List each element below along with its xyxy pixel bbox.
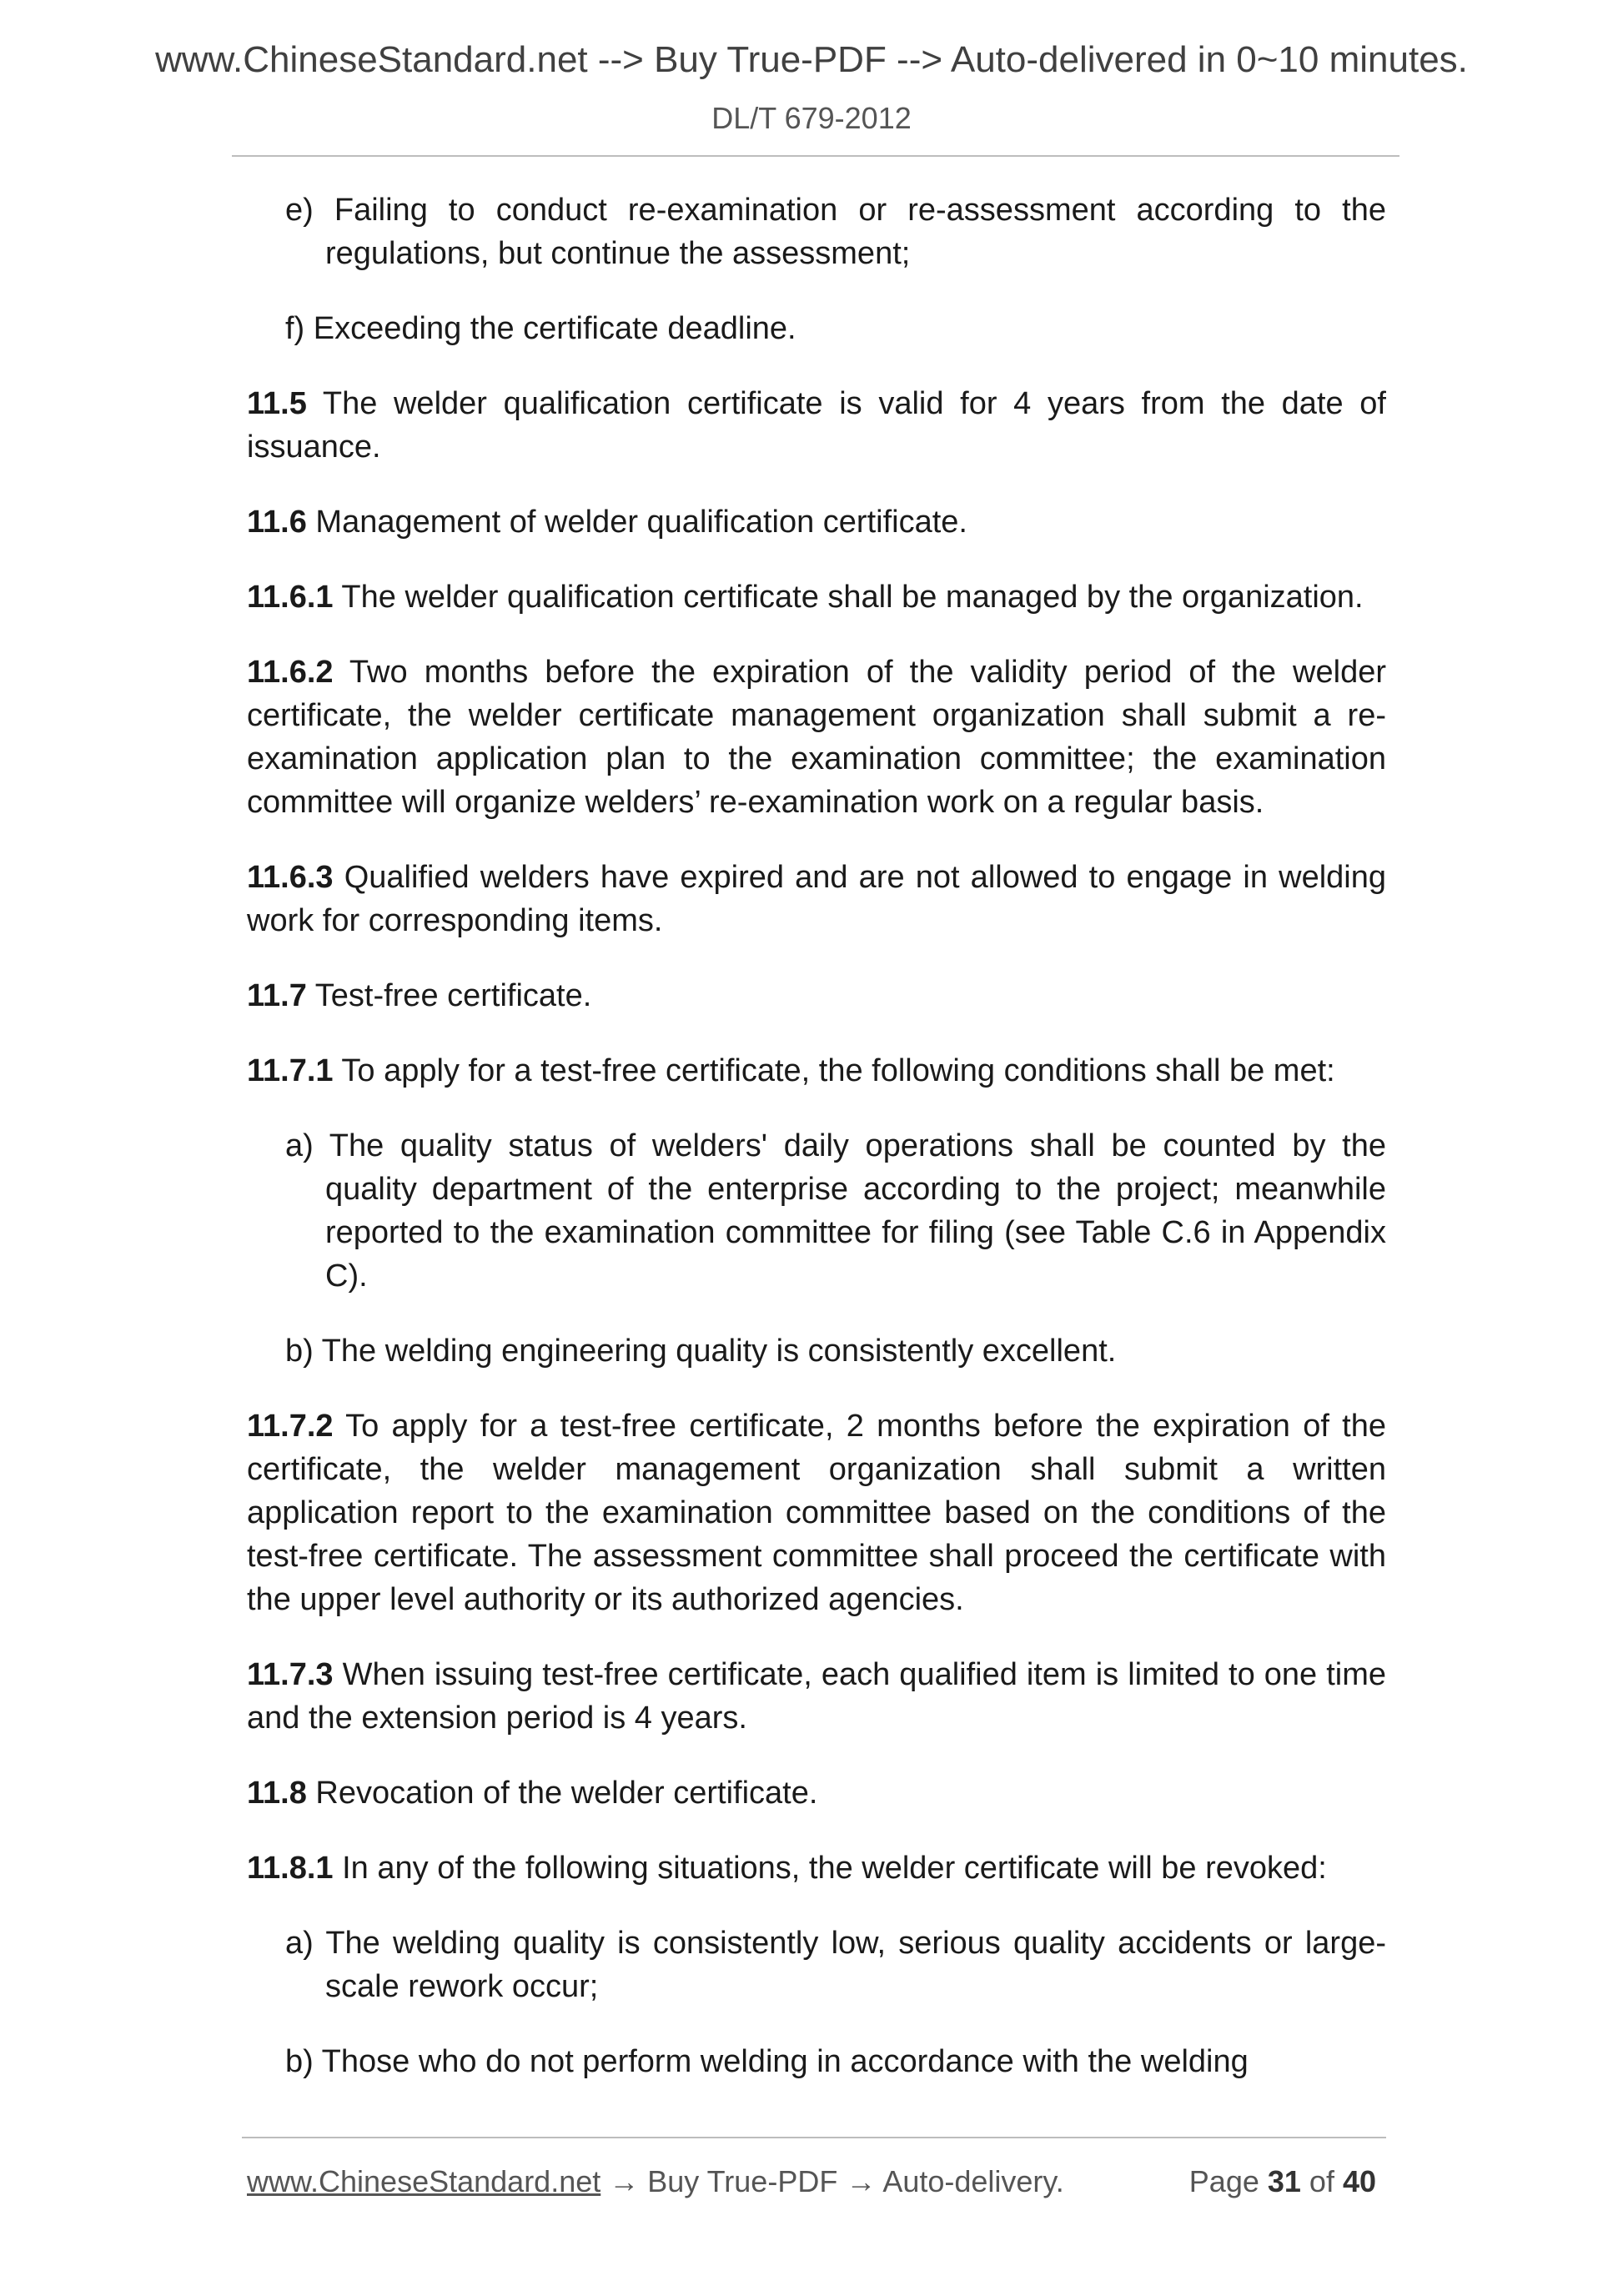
clause-text: The welder qualification certificate shall be managed by the organization. bbox=[333, 580, 1364, 615]
clause-11-6-2 bbox=[247, 651, 1386, 824]
site-banner: www.ChineseStandard.net --> Buy True-PDF --> Auto-delivered in 0~10 minutes. bbox=[155, 39, 1468, 80]
page-indicator bbox=[1189, 2158, 1376, 2205]
clause-number: 11.6.2 bbox=[247, 655, 334, 690]
clause-number: 11.6.1 bbox=[247, 580, 334, 615]
footer-divider bbox=[242, 2137, 1386, 2138]
clause-number: 11.8 bbox=[247, 1776, 307, 1811]
clause-11-8-1 bbox=[247, 1846, 1386, 1890]
clause-number: 11.6.3 bbox=[247, 860, 334, 895]
clause-11-7-2 bbox=[247, 1404, 1386, 1621]
footer-promo bbox=[247, 2158, 1064, 2205]
clause-11-6-1 bbox=[247, 575, 1386, 619]
clause-text: Management of welder qualification certificate. bbox=[306, 505, 967, 540]
header-divider bbox=[232, 155, 1399, 157]
list-item-b-revocation bbox=[247, 2040, 1386, 2083]
paragraph-text: a) The welding quality is consistently low, serious quality accidents or large-scale rework occur; bbox=[285, 1926, 1386, 2004]
footer-site-link[interactable]: www.ChineseStandard.net bbox=[247, 2164, 601, 2198]
clause-text: To apply for a test-free certificate, the following conditions shall be met: bbox=[333, 1053, 1335, 1088]
clause-11-6 bbox=[247, 500, 1386, 544]
page-content bbox=[247, 188, 1386, 2115]
clause-number: 11.7.2 bbox=[247, 1409, 334, 1444]
list-item-f bbox=[247, 307, 1386, 350]
paragraph-text: f) Exceeding the certificate deadline. bbox=[285, 311, 796, 346]
clause-number: 11.7.1 bbox=[247, 1053, 334, 1088]
clause-text: The welder qualification certificate is valid for 4 years from the date of issuance. bbox=[247, 386, 1386, 465]
clause-11-6-3 bbox=[247, 856, 1386, 942]
clause-number: 11.5 bbox=[247, 386, 307, 421]
clause-text: Two months before the expiration of the validity period of the welder certificate, the welder certificate management organization shall submit a re-examination application plan to the examination committee; the examination committee will organize welders’ re-examination work on a regular basis. bbox=[247, 655, 1386, 820]
list-item-a bbox=[247, 1124, 1386, 1298]
page-footer bbox=[247, 2158, 1376, 2205]
clause-text: Test-free certificate. bbox=[306, 978, 592, 1013]
paragraph-text: b) Those who do not perform welding in accordance with the welding bbox=[285, 2044, 1249, 2079]
clause-text: To apply for a test-free certificate, 2 months before the expiration of the certificate, the welder management organization shall submit a written application report to the examination committee based on the conditions of the test-free certificate. The assessment committee shall proceed the certificate with the upper level authority or its authorized agencies. bbox=[247, 1409, 1386, 1617]
paragraph-text: e) Failing to conduct re-examination or re-assessment according to the regulations, but continue the assessment; bbox=[285, 193, 1386, 271]
page-label: Page bbox=[1188, 2164, 1268, 2198]
document-number: DL/T 679-2012 bbox=[711, 101, 912, 135]
page-total: 40 bbox=[1342, 2164, 1376, 2198]
clause-11-8 bbox=[247, 1771, 1386, 1815]
clause-text: Qualified welders have expired and are not allowed to engage in welding work for corresponding items. bbox=[247, 860, 1386, 938]
clause-11-5 bbox=[247, 382, 1386, 469]
paragraph-text: a) The quality status of welders' daily operations shall be counted by the quality department of the enterprise according to the project; meanwhile reported to the examination committee for filing (see Table C.6 in Appendix C). bbox=[285, 1128, 1386, 1294]
list-item-b bbox=[247, 1329, 1386, 1373]
clause-11-7-3 bbox=[247, 1653, 1386, 1740]
clause-number: 11.6 bbox=[247, 505, 307, 540]
clause-text: In any of the following situations, the welder certificate will be revoked: bbox=[333, 1851, 1327, 1886]
clause-11-7 bbox=[247, 974, 1386, 1017]
clause-number: 11.7.3 bbox=[247, 1657, 334, 1692]
list-item-a-revocation bbox=[247, 1922, 1386, 2008]
page-of: of bbox=[1300, 2164, 1343, 2198]
paragraph-text: b) The welding engineering quality is consistently excellent. bbox=[285, 1334, 1117, 1369]
clause-text: When issuing test-free certificate, each qualified item is limited to one time and the extension period is 4 years. bbox=[247, 1657, 1386, 1736]
footer-tagline: → Buy True-PDF → Auto-delivery. bbox=[600, 2164, 1064, 2198]
list-item-e bbox=[247, 188, 1386, 275]
page-current: 31 bbox=[1267, 2164, 1301, 2198]
clause-text: Revocation of the welder certificate. bbox=[306, 1776, 818, 1811]
clause-number: 11.7 bbox=[247, 978, 307, 1013]
clause-number: 11.8.1 bbox=[247, 1851, 334, 1886]
clause-11-7-1 bbox=[247, 1049, 1386, 1093]
